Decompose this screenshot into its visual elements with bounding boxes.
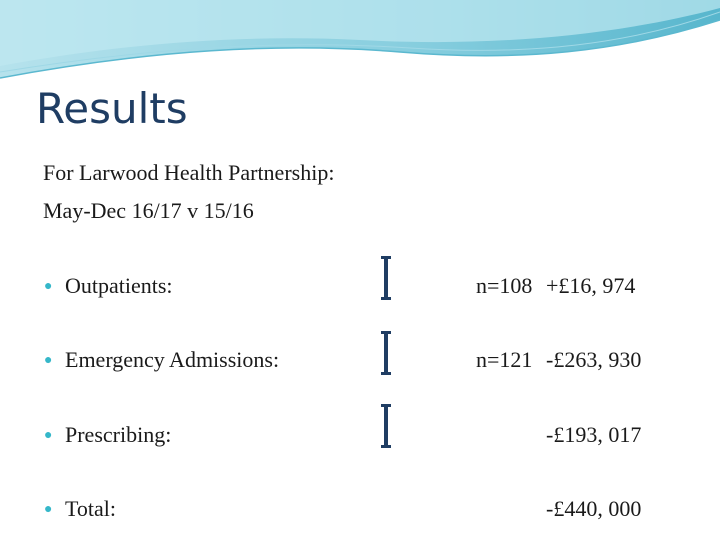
divider-bar	[384, 256, 388, 300]
row-label: Emergency Admissions:	[65, 347, 280, 372]
slide-title: Results	[36, 84, 188, 133]
row-outpatients	[44, 275, 173, 297]
row-label: Total:	[65, 496, 117, 521]
row-amount: -£263, 930	[546, 347, 642, 372]
divider-bar	[384, 404, 388, 448]
row-amount: -£193, 017	[546, 422, 642, 447]
subtitle-line-1: For Larwood Health Partnership:	[43, 160, 335, 185]
row-label: Outpatients:	[65, 273, 173, 298]
row-prescribing	[44, 424, 171, 446]
bullet-icon: ●	[44, 502, 53, 517]
row-emergency-admissions	[44, 349, 279, 371]
row-n: n=108	[476, 273, 533, 298]
bullet-icon: ●	[44, 428, 53, 443]
row-total	[44, 498, 116, 520]
row-amount: -£440, 000	[546, 496, 642, 521]
row-amount: +£16, 974	[546, 273, 636, 298]
row-n: n=121	[476, 347, 533, 372]
row-label: Prescribing:	[65, 422, 172, 447]
subtitle-line-2: May-Dec 16/17 v 15/16	[43, 198, 254, 223]
divider-bar	[384, 331, 388, 375]
header-wave-decoration	[0, 0, 720, 90]
bullet-icon: ●	[44, 353, 53, 368]
bullet-icon: ●	[44, 279, 53, 294]
